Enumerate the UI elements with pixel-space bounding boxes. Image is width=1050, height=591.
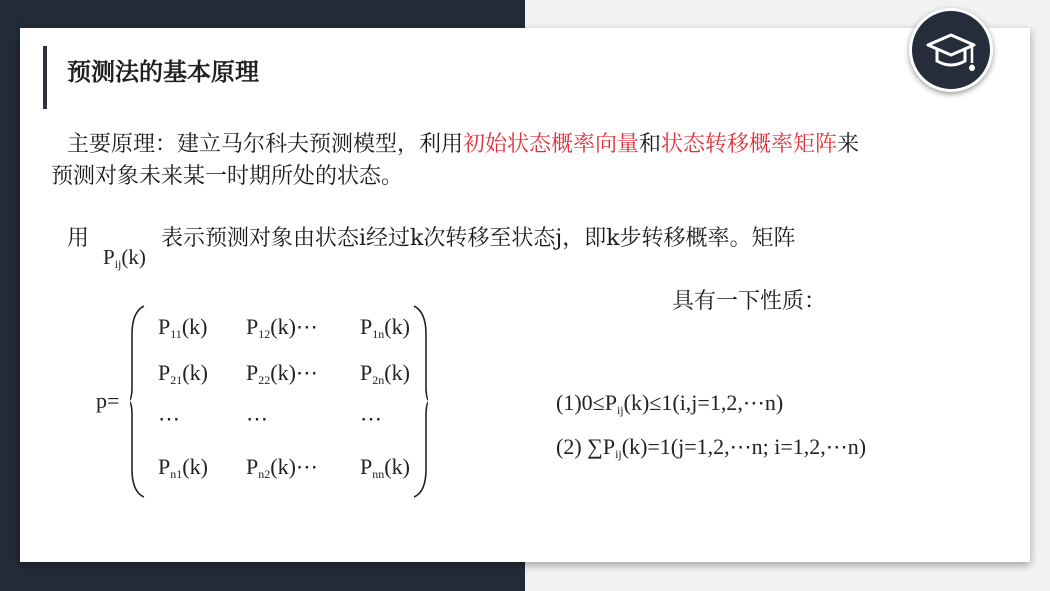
matrix-cell: $P_{11}(k)$ (158, 314, 208, 341)
matrix-cell: $P_{1n}(k)$ (360, 314, 410, 341)
matrix-cell: $P_{22}(k)\cdots$ (246, 360, 318, 387)
definition-line: 用 表示预测对象由状态i经过k次转移至状态j，即k步转移概率。矩阵 (67, 226, 796, 251)
matrix-right-bracket (412, 304, 428, 499)
properties-intro: 具有一下性质： (672, 289, 827, 314)
slide-card (20, 28, 1030, 562)
property-1: $(1)0\le P_{ij}(k)\le 1(i,j=1,2,\cdots n)$ (556, 390, 784, 417)
transition-matrix (96, 304, 426, 499)
highlight-transition-matrix: 状态转移概率矩阵 (661, 132, 838, 157)
matrix-cell: $P_{n1}(k)$ (158, 454, 208, 481)
pij-symbol: $P_{ij}(k)$ (103, 245, 146, 271)
title-accent-bar (43, 46, 47, 109)
principle-line-2: 预测对象未来某一时期所处的状态。 (51, 164, 404, 189)
matrix-cell: $P_{12}(k)\cdots$ (246, 314, 318, 341)
graduation-cap-icon (909, 8, 993, 92)
matrix-cell: ⋯ (158, 406, 180, 431)
matrix-lhs: p= (96, 388, 120, 413)
property-2: (2) $\sum P_{ij}(k)=1(j=1,2,\cdots n$; i=1,2,⋯n) (556, 434, 867, 461)
matrix-left-bracket (130, 304, 146, 499)
slide-title: 预测法的基本原理 (67, 58, 259, 86)
matrix-cell: ⋯ (360, 406, 382, 431)
highlight-initial-vector: 初始状态概率向量 (463, 132, 640, 157)
matrix-cell: $P_{2n}(k)$ (360, 360, 410, 387)
matrix-cell: $P_{n2}(k)\cdots$ (246, 454, 318, 481)
matrix-cell: $P_{21}(k)$ (158, 360, 208, 387)
matrix-cell: ⋯ (246, 406, 268, 431)
principle-line-1: 主要原理：建立马尔科夫预测模型，利用初始状态概率向量和状态转移概率矩阵来 (67, 132, 860, 157)
matrix-cell: $P_{nn}(k)$ (360, 454, 410, 481)
